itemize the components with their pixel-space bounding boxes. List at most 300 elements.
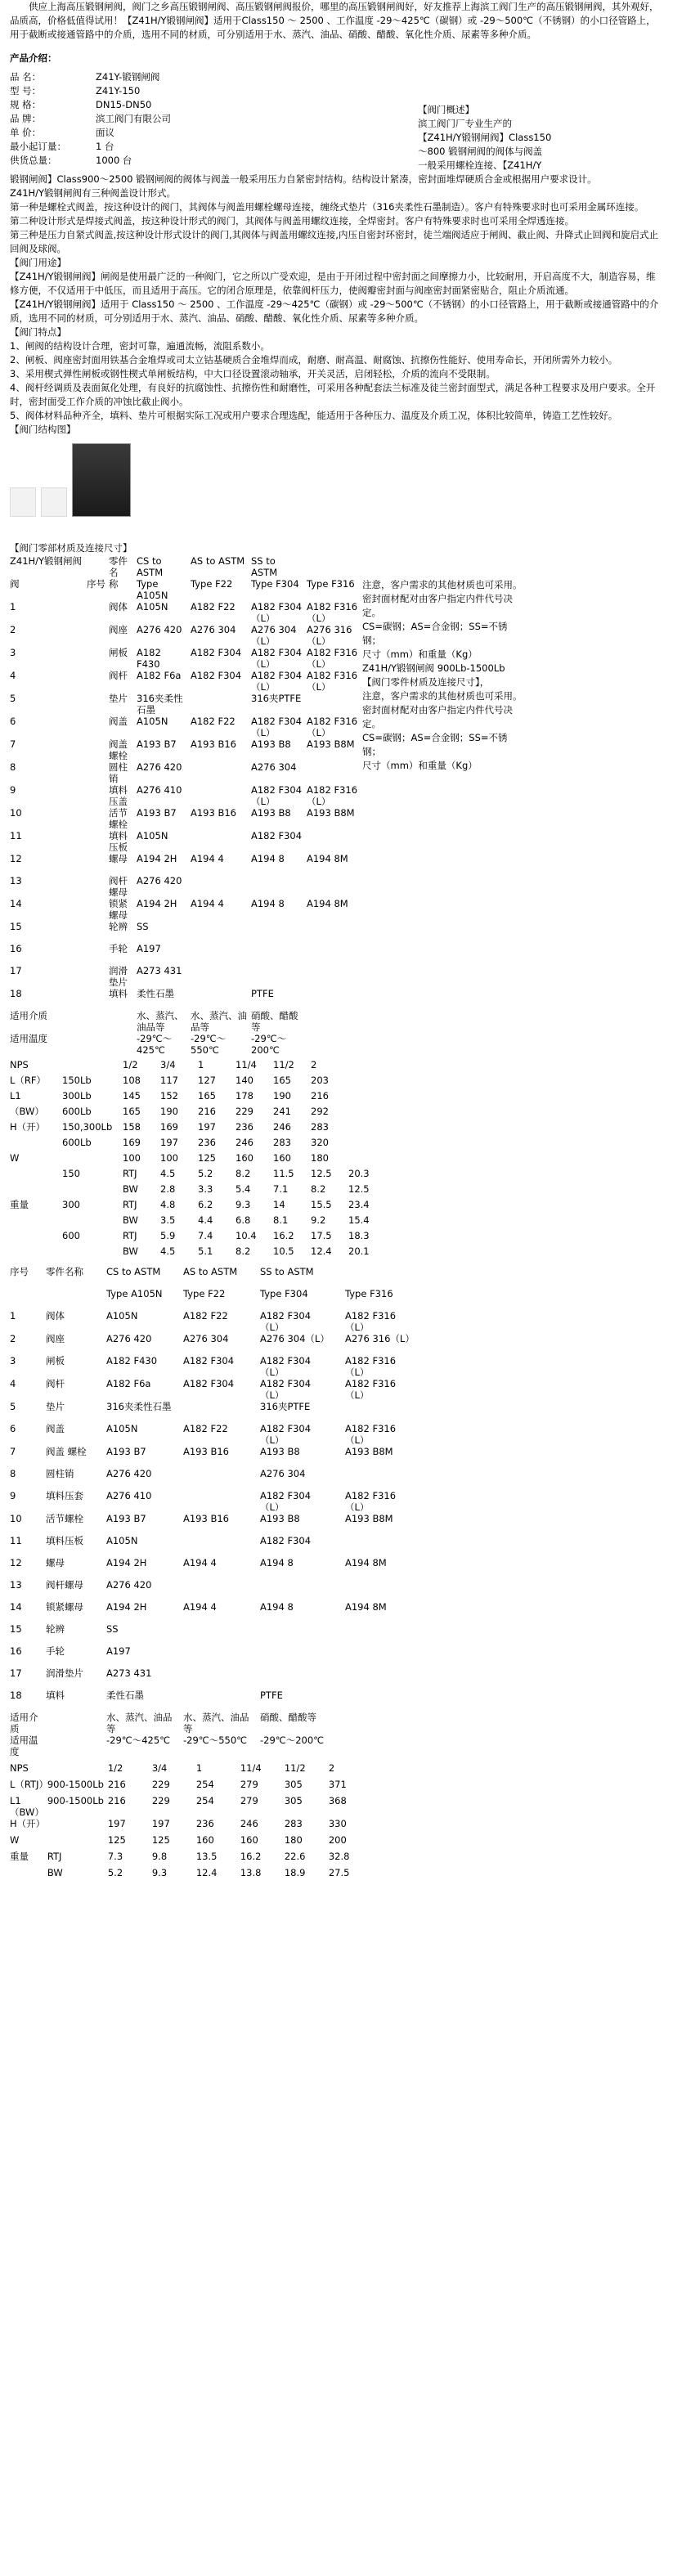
table-cell: A194 4 [183, 1601, 217, 1613]
table-row [10, 601, 362, 624]
table-cell: 190 [160, 1106, 178, 1117]
table-cell: 4.4 [198, 1214, 213, 1226]
table-cell [260, 1645, 345, 1667]
table-cell: A105N [137, 830, 168, 841]
table-cell [307, 761, 362, 784]
table-cell: 垫片 [109, 693, 128, 704]
table-row [10, 1667, 430, 1690]
table-cell [345, 1468, 430, 1490]
parts-table-1 [10, 555, 362, 1056]
table-cell: A276 304 [191, 624, 236, 635]
table-cell: A182 F304 [251, 830, 303, 841]
table-header-cell: 称 [109, 578, 119, 590]
table-cell: 15 [10, 1623, 22, 1635]
table-cell: 螺母 [46, 1557, 65, 1568]
table-cell: 1 [10, 601, 16, 613]
table-cell: 手轮 [46, 1645, 65, 1657]
table-cell: 197 [151, 1818, 170, 1829]
table-header-cell: 1 [195, 1762, 203, 1774]
table-cell: A182 F304 （L） [251, 716, 303, 738]
table-cell [87, 853, 109, 875]
table-header-cell: Type A105N [106, 1288, 163, 1299]
table-cell: A182 F6a [137, 670, 182, 681]
table-cell [191, 988, 251, 1010]
info-key: 最小起订量： [10, 141, 66, 152]
table-cell: 197 [160, 1137, 178, 1148]
table-cell: -29℃～200℃ [251, 1033, 287, 1056]
table-cell: 硝酸、醋酸等 [260, 1712, 316, 1723]
table-cell: 229 [151, 1779, 170, 1790]
table-cell [87, 647, 109, 670]
table-cell: 160 [240, 1834, 258, 1846]
table-row [10, 1137, 373, 1152]
feature-item: 1、闸阀的结构设计合理，密封可靠，遍通流畅，流阻系数小。 [10, 340, 270, 352]
table-cell: 填料压盖 [109, 784, 128, 807]
table-cell [191, 784, 251, 807]
table-row [10, 1075, 373, 1090]
table-cell [87, 921, 109, 943]
table-cell [87, 693, 109, 716]
table-cell: 316夹PTFE [251, 693, 302, 704]
table-cell: 600 [62, 1230, 80, 1241]
table-cell: 3 [10, 1355, 16, 1367]
table-cell: 4 [10, 670, 16, 681]
table-cell [87, 943, 109, 965]
table-row [10, 1712, 430, 1735]
table-cell: 12.5 [348, 1183, 370, 1195]
table-header-cell: SS to ASTM [260, 1266, 314, 1277]
table-cell: A193 B7 [106, 1446, 146, 1457]
table-cell: 165 [273, 1075, 291, 1086]
note-text: CS=碳钢；AS=合金钢；SS=不锈钢； [362, 732, 508, 757]
table-cell: A194 8M [345, 1601, 387, 1613]
table-cell: A276 420 [106, 1468, 152, 1479]
table-cell: A182 F316 （L） [307, 716, 358, 738]
table-row [10, 1818, 373, 1834]
table-cell [109, 1010, 137, 1033]
table-cell: A193 B8M [307, 738, 355, 750]
table-cell: A197 [106, 1645, 131, 1657]
table-row [10, 1106, 373, 1121]
table-cell [191, 943, 251, 965]
table-cell: 17 [10, 965, 22, 976]
table-header-row [10, 555, 362, 578]
note-text: Z41H/Y锻钢闸阀 900Lb-1500Lb [362, 662, 505, 674]
table-cell [345, 1401, 430, 1423]
table-cell: -29℃～425℃ [137, 1033, 173, 1056]
table-cell: 水、蒸汽、油品等 [137, 1010, 184, 1033]
info-value: DN15-DN50 [96, 99, 152, 110]
table-cell: A182 F316 （L） [307, 784, 358, 807]
table-cell: A194 4 [183, 1557, 217, 1568]
table-cell: 阀体 [46, 1310, 65, 1322]
table-row [10, 807, 362, 830]
intro-text: 供应上海高压锻钢闸阀，阀门之乡高压锻钢闸阀、高压锻钢闸阀报价，哪里的高压锻钢闸阀好，好友推荐上海滨工阀门生产的高压锻钢闸阀，其外观好，品质高，价格低值得试用！【Z41H/Y锻钢闸阀】适用于Class150 ～ 2500 、工作温度 -29～425℃（碳钢）或 -29～500℃（不锈钢）的小口径管路上，用于截断或接通管路中的介质，选用不同的材质，可分别适用于水、蒸汽、油品、硝酸、醋酸、氧化性介质、尿素等多种介质。 [10, 1, 659, 40]
table-row [10, 943, 362, 965]
table-cell [87, 898, 109, 921]
table-cell: A193 B16 [191, 807, 236, 819]
table-cell: A182 F304 （L） [260, 1378, 312, 1401]
table-cell [345, 1667, 430, 1690]
table-cell: 17 [10, 1667, 22, 1679]
table-cell [62, 1152, 123, 1168]
table-row [10, 670, 362, 693]
table-cell [251, 921, 307, 943]
table-cell: A193 B16 [183, 1446, 229, 1457]
table-cell: 241 [273, 1106, 291, 1117]
table-cell: 229 [236, 1106, 253, 1117]
table-row [10, 647, 362, 670]
table-cell [307, 830, 362, 853]
table-header-cell [87, 555, 109, 578]
table-cell: 1 [10, 1310, 16, 1322]
overview-paragraph: 第三种是压力自紧式阀盖,按这种设计形式设计的阀门,其阀体与阀盖用螺纹连接,内压自密封环密封，徒兰端阀适应于闸阀、截止阀、升降式止回阀和旋启式止回阀及球阀。 [10, 229, 658, 254]
table-cell [251, 875, 307, 898]
table-cell: 10.4 [236, 1230, 257, 1241]
table-cell [183, 1468, 260, 1490]
note-text: 注意，客户需求的其他材质也可采用。密封面材配对由客户指定内件代号决定。 [362, 579, 523, 618]
table-cell [191, 875, 251, 898]
usage-text-2: 【Z41H/Y锻钢闸阀】适用于 Class150 ～ 2500 、工作温度 -29～425℃（碳钢）或 -29～500℃（不锈钢）的小口径管路上，用于截断或接通管路中的介质，选用不同的材质，可分别适用于水、蒸汽、油品、硝酸、醋酸、氧化性介质、尿素等多种介质。 [10, 298, 659, 324]
table-cell [183, 1535, 260, 1557]
table-cell: 11 [10, 830, 22, 841]
table-cell: A105N [137, 601, 168, 613]
table-header-cell: NPS [10, 1059, 29, 1070]
table-cell: A194 2H [106, 1601, 147, 1613]
table-cell: A105N [106, 1535, 138, 1546]
table-cell [183, 1667, 260, 1690]
table-header-cell: 11/4 [236, 1059, 257, 1070]
table-header-cell [345, 1266, 430, 1288]
table-cell: 手轮 [109, 943, 128, 954]
table-cell: 600Lb [62, 1106, 92, 1117]
table-row [10, 738, 362, 761]
table-header-cell: Type F304 [251, 578, 299, 590]
table-cell: 20.1 [348, 1245, 370, 1257]
table-cell: 246 [236, 1137, 253, 1148]
table-cell: 10 [10, 1513, 22, 1524]
table-cell: 5 [10, 1401, 16, 1412]
table-header-cell: CS to ASTM [106, 1266, 161, 1277]
table-cell: RTJ [47, 1851, 62, 1862]
table-header-cell: 3/4 [151, 1762, 168, 1774]
table-cell: 300 [62, 1199, 80, 1210]
feature-item: 5、阀体材料品种齐全，填料、垫片可根据实际工况或用户要求合理选配，能适用于各种压力、温度及介质工况，体积比较简单，铸造工艺性较好。 [10, 410, 618, 421]
table-cell: 活节螺栓 [109, 807, 128, 830]
table-cell [10, 1214, 62, 1230]
table-cell: A182 F304 （L） [260, 1490, 312, 1513]
table-cell: 150,300Lb [62, 1121, 113, 1133]
table-cell [87, 784, 109, 807]
table-cell: 11 [10, 1535, 22, 1546]
table-cell: 13 [10, 1579, 22, 1591]
table-cell: A182 F316 （L） [345, 1310, 397, 1333]
table-header-cell: 3/4 [160, 1059, 176, 1070]
table-cell: 适用介质 [10, 1712, 38, 1735]
table-row [10, 1010, 362, 1033]
table-cell: A182 F304 [183, 1355, 235, 1367]
table-row [10, 693, 362, 716]
table-cell: 3 [10, 647, 16, 658]
table-cell: H（开） [10, 1818, 46, 1829]
table-cell: A194 2H [137, 853, 177, 864]
table-cell: 阀体 [109, 601, 128, 613]
overview-paragraph: Z41H/Y锻钢闸阀有三种阀盖设计形式。 [10, 187, 177, 199]
table-cell [46, 1712, 106, 1735]
table-cell: 200 [328, 1834, 347, 1846]
table-cell: 阀盖 [109, 716, 128, 727]
table-cell: 160 [236, 1152, 253, 1164]
table-cell: A276 316 （L） [307, 624, 352, 647]
table-header-row [10, 1266, 430, 1288]
table-row [10, 1310, 430, 1333]
table-row [10, 784, 362, 807]
table-cell: 4.5 [160, 1245, 176, 1257]
table-cell [307, 921, 362, 943]
table-cell [345, 1690, 430, 1712]
table-cell: 18 [10, 1690, 22, 1701]
table-cell: H（开） [10, 1121, 46, 1133]
overview-paragraph: 第一种是螺栓式阀盖，按这种设计的阀门，其阀体与阀盖用螺栓螺母连接，缠绕式垫片（316夹柔性石墨制造）。客户有特殊要求时也可采用金属环连接。 [10, 201, 644, 213]
table-cell: 2 [10, 1333, 16, 1344]
table-cell: 158 [123, 1121, 141, 1133]
table-row [10, 1490, 430, 1513]
table-cell [10, 1168, 62, 1183]
table-row [10, 965, 362, 988]
usage-text: 【Z41H/Y锻钢闸阀】闸阀是使用最广泛的一种阀门，它之所以广受欢迎，是由于开闭过程中密封面之间摩擦力小，比较耐用，开启高度不大，制造容易，维修方便，不仅适用于中低压，而且适用于高压。它的闭合原理是，依靠阀杆压力，使阀瓣密封面与阀座密封面紧密贴合，阻止介质流通。 [10, 271, 656, 296]
table-header-row [10, 1762, 373, 1779]
valve-photo [72, 443, 131, 517]
table-cell [87, 807, 109, 830]
table-cell: PTFE [260, 1690, 283, 1701]
table-cell [260, 1623, 345, 1645]
table-row [10, 898, 362, 921]
table-cell: 8.2 [311, 1183, 326, 1195]
table-cell: A197 [137, 943, 161, 954]
table-cell: W [10, 1834, 20, 1846]
table-cell: 160 [273, 1152, 291, 1164]
table-header-cell: 11/2 [284, 1762, 306, 1774]
table-cell [87, 965, 109, 988]
table-cell: 254 [195, 1795, 214, 1806]
table-cell: 13.8 [240, 1867, 262, 1878]
table-cell: 15.5 [311, 1199, 332, 1210]
table-cell: A182 F304 （L） [260, 1423, 312, 1446]
table-cell: RTJ [123, 1199, 137, 1210]
table-row [10, 1446, 430, 1468]
table-cell: 160 [195, 1834, 214, 1846]
table-cell: 254 [195, 1779, 214, 1790]
table-cell [62, 1245, 123, 1261]
table-cell: 4 [10, 1378, 16, 1389]
table-cell: 6 [10, 1423, 16, 1434]
overview-section [10, 173, 663, 256]
table-cell [10, 1183, 62, 1199]
table-cell: -29℃～425℃ [106, 1735, 171, 1746]
table-cell: 11.5 [273, 1168, 294, 1179]
table-cell: 27.5 [328, 1867, 350, 1878]
dimension-table-2 [10, 1762, 373, 1883]
table-cell: PTFE [251, 988, 274, 999]
table-cell: 2.8 [160, 1183, 176, 1195]
table-cell: RTJ [123, 1230, 137, 1241]
table-cell: 重量 [10, 1851, 29, 1862]
table-cell: 246 [240, 1818, 258, 1829]
table-cell [10, 1230, 62, 1245]
table-row [10, 1230, 373, 1245]
info-value: 1 台 [96, 141, 114, 152]
table-cell: 14 [10, 898, 22, 909]
table-header-cell: NPS [10, 1762, 29, 1774]
table-header-cell [46, 1288, 106, 1310]
table-cell: 16 [10, 1645, 22, 1657]
table-row [10, 1152, 373, 1168]
table-cell: 15.4 [348, 1214, 370, 1226]
table-row [10, 988, 362, 1010]
table-cell: 368 [328, 1795, 347, 1806]
table-cell: 15 [10, 921, 22, 932]
table-cell: 16 [10, 943, 22, 954]
parts-heading: 【阀门零部材质及连接尺寸】 [10, 542, 132, 554]
table-cell: A182 F304 （L） [251, 647, 303, 670]
table-cell: A193 B8 [251, 807, 291, 819]
table-cell: 12.4 [195, 1867, 218, 1878]
table-cell: A193 B8 [251, 738, 291, 750]
table-cell: A105N [106, 1423, 138, 1434]
table-cell: A276 420 [137, 761, 182, 773]
table-cell: 216 [311, 1090, 329, 1102]
info-row [10, 98, 386, 112]
table-cell: A182 F316 （L） [307, 601, 358, 624]
table-cell [307, 875, 362, 898]
table-cell: 305 [284, 1779, 303, 1790]
table-cell: A193 B7 [137, 738, 177, 750]
table-cell: A193 B16 [183, 1513, 229, 1524]
table-header-cell: 11/2 [273, 1059, 294, 1070]
table-cell: L1 [10, 1090, 21, 1102]
table-cell [46, 1735, 106, 1757]
table-cell: 13.5 [195, 1851, 218, 1862]
table-cell [307, 943, 362, 965]
table-header-cell: 序号 [87, 578, 105, 590]
table-cell [345, 1623, 430, 1645]
table-row [10, 1468, 430, 1490]
table-cell [87, 830, 109, 853]
table-cell: 9.2 [311, 1214, 326, 1226]
table-cell: A182 F316 （L） [345, 1423, 397, 1446]
table-cell: 水、蒸汽、油品等 [191, 1010, 247, 1033]
overview-side-text: 【阀门概述】 滨工阀门厂专业生产的 【Z41H/Y锻钢闸阀】Class150 ～800 锻钢闸阀的阀体与阀盖 一般采用螺栓连接、【Z41H/Y [418, 104, 552, 171]
table-header-cell: 1 [198, 1059, 204, 1070]
table-cell: A194 8M [345, 1557, 387, 1568]
note-text: 尺寸（mm）和重量（Kg） [362, 760, 478, 771]
overview-paragraph: 锻钢闸阀】Class900～2500 锻钢闸阀的阀体与阀盖一般采用压力自紧密封结构。结构设计紧凑，密封面堆焊硬质合金或根据用户要求设计。 [10, 173, 597, 185]
table-cell: A193 B8 [260, 1513, 300, 1524]
dimension-table-1 [10, 1059, 373, 1261]
table-cell: 阀盖 螺栓 [46, 1446, 87, 1457]
table-cell: 145 [123, 1090, 141, 1102]
table-row [10, 875, 362, 898]
table-cell: 5.2 [198, 1168, 213, 1179]
table-cell [10, 1245, 62, 1261]
note-text: CS=碳钢；AS=合金钢；SS=不锈钢； [362, 621, 508, 646]
info-row [10, 140, 386, 154]
table-cell: A273 431 [106, 1667, 152, 1679]
table-cell: 165 [198, 1090, 216, 1102]
table-cell: BW [47, 1867, 63, 1878]
table-row [10, 1033, 362, 1056]
table-row [10, 1401, 430, 1423]
table-cell: A276 420 [106, 1333, 152, 1344]
table-row [10, 1557, 430, 1579]
info-row [10, 154, 386, 168]
table-cell: 197 [107, 1818, 126, 1829]
table-cell: 阀杆 [109, 670, 128, 681]
info-key: 规 格： [10, 99, 42, 110]
table-cell: 9 [10, 1490, 16, 1501]
info-row [10, 126, 386, 140]
table-cell: 22.6 [284, 1851, 306, 1862]
table-row [10, 1121, 373, 1137]
table-cell: 371 [328, 1779, 347, 1790]
table-cell: 5.9 [160, 1230, 176, 1241]
table-cell: A193 B7 [106, 1513, 146, 1524]
table-cell: 填料 [46, 1690, 65, 1701]
parts-table-2 [10, 1266, 430, 1757]
table-cell: 阀盖螺栓 [109, 738, 128, 761]
table-row [10, 1214, 373, 1230]
table-cell: SS [137, 921, 149, 932]
table-cell: A182 F304 （L） [260, 1310, 312, 1333]
table-cell: L（RTJ） [10, 1779, 48, 1790]
table-cell [109, 1033, 137, 1056]
table-cell [47, 1834, 108, 1851]
table-cell: 12 [10, 1557, 22, 1568]
table-cell: A276 304 [251, 761, 297, 773]
table-cell: 320 [311, 1137, 329, 1148]
info-row [10, 112, 386, 126]
table-cell: 7.3 [107, 1851, 123, 1862]
info-key: 供货总量： [10, 155, 57, 166]
table-cell: A182 F304 （L） [251, 784, 303, 807]
table-cell: A182 F304 [260, 1535, 312, 1546]
table-row [10, 716, 362, 738]
table-cell: 180 [284, 1834, 303, 1846]
table-cell: 适用温度 [10, 1735, 38, 1757]
table-cell: 169 [123, 1137, 141, 1148]
table-header-cell: AS to ASTM [183, 1266, 238, 1277]
table-cell: A194 8 [260, 1601, 294, 1613]
table-cell: BW [123, 1214, 138, 1226]
table-cell: 140 [236, 1075, 253, 1086]
info-value: 滨工阀门有限公司 [96, 113, 171, 124]
table-row [10, 1168, 373, 1183]
table-cell [47, 1818, 108, 1834]
table-cell: 9.3 [236, 1199, 251, 1210]
table-cell: A276 410 [106, 1490, 152, 1501]
table-cell: 236 [198, 1137, 216, 1148]
table-cell: 柔性石墨 [137, 988, 174, 999]
info-key: 单 价： [10, 127, 42, 138]
table-row [10, 1199, 373, 1214]
table-cell: A182 F22 [191, 716, 236, 727]
table-cell: 8 [10, 761, 16, 773]
table-cell: A194 8 [251, 898, 285, 909]
note-text: 【阀门零件材质及连接尺寸】， [362, 676, 490, 688]
table-cell: 5.1 [198, 1245, 213, 1257]
table-cell: 117 [160, 1075, 178, 1086]
table-cell [260, 1579, 345, 1601]
